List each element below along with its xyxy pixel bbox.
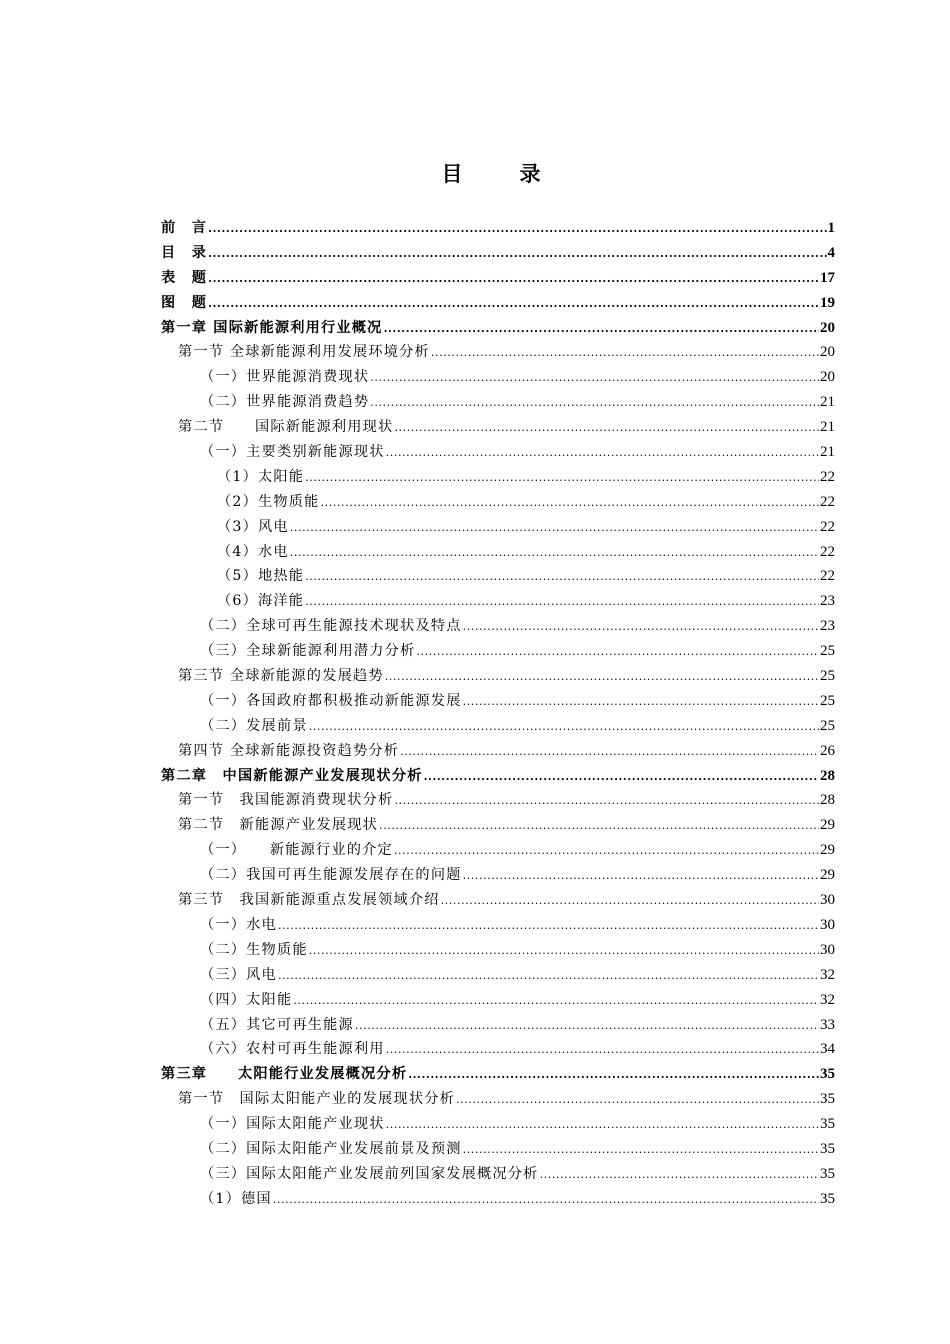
toc-entry-page-number: 35 [820, 1091, 835, 1108]
toc-entry[interactable] [161, 589, 835, 614]
toc-entry[interactable] [161, 689, 835, 714]
dot-leader [386, 1113, 819, 1138]
dot-leader [208, 292, 819, 317]
toc-entry-page-number: 35 [820, 1165, 835, 1182]
toc-entry[interactable] [161, 988, 835, 1013]
toc-entry-page-number: 22 [820, 493, 835, 510]
toc-entry-page-number: 22 [820, 518, 835, 535]
toc-entry[interactable] [161, 515, 835, 540]
dot-leader [463, 864, 819, 889]
toc-entry-page-number: 26 [820, 742, 835, 759]
toc-entry-label: （6）海洋能 [217, 593, 305, 610]
dot-leader [309, 939, 819, 964]
toc-entry-label: （一）主要类别新能源现状 [200, 444, 385, 461]
dot-leader [394, 839, 819, 864]
toc-entry[interactable] [161, 614, 835, 639]
toc-entry-page-number: 28 [820, 792, 835, 809]
toc-entry-page-number: 1 [827, 220, 835, 236]
toc-entry-label: 前 言 [161, 220, 208, 236]
toc-entry-label: 第三章 太阳能行业发展概况分析 [161, 1066, 408, 1083]
toc-entry-page-number: 29 [820, 867, 835, 884]
toc-entry-page-number: 22 [820, 468, 835, 485]
toc-entry-page-number: 29 [820, 842, 835, 859]
toc-entry-label: （一） 新能源行业的介定 [200, 842, 393, 859]
toc-entry-label: （二）我国可再生能源发展存在的问题 [200, 867, 462, 884]
dot-leader [431, 341, 819, 366]
toc-entry-label: 第二章 中国新能源产业发展现状分析 [161, 767, 423, 784]
dot-leader [290, 541, 819, 566]
toc-entry-page-number: 35 [820, 1190, 835, 1207]
toc-entry-page-number: 20 [820, 344, 835, 361]
toc-entry-page-number: 25 [820, 643, 835, 660]
toc-entry-page-number: 21 [820, 444, 835, 461]
toc-entry-page-number: 22 [820, 543, 835, 560]
toc-entry[interactable] [161, 465, 835, 490]
toc-entry-page-number: 35 [820, 1066, 835, 1083]
toc-entry[interactable] [161, 440, 835, 465]
toc-entry[interactable] [161, 1112, 835, 1137]
toc-entry-page-number: 30 [820, 941, 835, 958]
toc-entry-label: （三）风电 [200, 966, 277, 983]
dot-leader [309, 715, 819, 740]
toc-entry-label: （二）世界能源消费趋势 [200, 394, 370, 411]
toc-entry[interactable] [161, 938, 835, 963]
toc-entry-page-number: 35 [820, 1116, 835, 1133]
dot-leader [208, 217, 826, 242]
dot-leader [370, 391, 819, 416]
dot-leader [293, 989, 819, 1014]
toc-entry-label: （5）地热能 [217, 568, 305, 585]
toc-entry[interactable] [161, 241, 835, 266]
toc-entry-page-number: 4 [827, 244, 835, 261]
toc-entry[interactable] [161, 564, 835, 589]
toc-entry-page-number: 21 [820, 394, 835, 411]
toc-entry-page-number: 29 [820, 817, 835, 834]
dot-leader [408, 1063, 819, 1088]
toc-entry-label: （一）各国政府都积极推动新能源发展 [200, 692, 462, 709]
toc-entry[interactable] [161, 639, 835, 664]
dot-leader [208, 242, 826, 267]
toc-entry[interactable] [161, 1062, 835, 1087]
toc-entry-label: （一）国际太阳能产业现状 [200, 1116, 385, 1133]
dot-leader [305, 565, 819, 590]
toc-entry-page-number: 23 [820, 618, 835, 635]
dot-leader [305, 590, 819, 615]
toc-entry-page-number: 17 [820, 269, 835, 286]
dot-leader [384, 317, 819, 342]
toc-entry[interactable] [161, 1162, 835, 1187]
toc-entry[interactable] [161, 913, 835, 938]
toc-entry[interactable] [161, 739, 835, 764]
toc-entry[interactable] [161, 813, 835, 838]
toc-entry-label: （二）国际太阳能产业发展前景及预测 [200, 1140, 462, 1157]
toc-entry-label: 目 录 [161, 244, 208, 261]
toc-entry-label: （四）太阳能 [200, 991, 293, 1008]
toc-entry[interactable] [161, 788, 835, 813]
toc-entry-page-number: 22 [820, 568, 835, 585]
toc-entry-label: （二）全球可再生能源技术现状及特点 [200, 618, 462, 635]
toc-entry[interactable] [161, 390, 835, 415]
toc-entry-label: 图 题 [161, 294, 208, 311]
toc-entry-label: 第一节 国际太阳能产业的发展现状分析 [178, 1091, 455, 1108]
toc-entry-label: （六）农村可再生能源利用 [200, 1041, 385, 1058]
toc-entry[interactable] [161, 838, 835, 863]
toc-entry-label: （三）国际太阳能产业发展前列国家发展概况分析 [200, 1165, 539, 1182]
dot-leader [416, 640, 819, 665]
toc-entry[interactable] [161, 888, 835, 913]
toc-entry-page-number: 34 [820, 1041, 835, 1058]
toc-entry[interactable] [161, 490, 835, 515]
toc-entry-label: （1）德国 [200, 1190, 272, 1207]
toc-entry[interactable] [161, 963, 835, 988]
dot-leader [400, 740, 819, 765]
dot-leader [463, 1138, 819, 1163]
toc-entry-label: 第三节 全球新能源的发展趋势 [178, 668, 384, 685]
dot-leader [305, 466, 819, 491]
toc-entry[interactable] [161, 340, 835, 365]
dot-leader [321, 491, 819, 516]
toc-entry[interactable] [161, 216, 835, 241]
toc-entry-page-number: 21 [820, 419, 835, 436]
dot-leader [463, 615, 819, 640]
page-title: 目 录 [441, 161, 559, 186]
toc-entry[interactable] [161, 365, 835, 390]
dot-leader [463, 690, 819, 715]
toc-entry[interactable] [161, 540, 835, 565]
toc-entry-page-number: 25 [820, 717, 835, 734]
toc-entry-label: 第二节 国际新能源利用现状 [178, 419, 394, 436]
toc-entry-label: （三）全球新能源利用潜力分析 [200, 643, 416, 660]
toc-entry-page-number: 20 [820, 369, 835, 386]
table-of-contents [161, 216, 835, 1212]
dot-leader [278, 964, 819, 989]
dot-leader [278, 914, 819, 939]
toc-entry-label: （3）风电 [217, 518, 289, 535]
toc-entry-label: 表 题 [161, 269, 208, 286]
toc-entry-page-number: 32 [820, 966, 835, 983]
toc-entry-page-number: 35 [820, 1140, 835, 1157]
toc-entry-label: （2）生物质能 [217, 493, 320, 510]
toc-entry[interactable] [161, 1013, 835, 1038]
toc-entry[interactable] [161, 714, 835, 739]
dot-leader [370, 366, 819, 391]
toc-entry[interactable] [161, 1187, 835, 1212]
toc-entry-page-number: 20 [820, 319, 835, 336]
toc-entry-label: 第四节 全球新能源投资趋势分析 [178, 742, 400, 759]
toc-entry-page-number: 23 [820, 593, 835, 610]
toc-entry[interactable] [161, 415, 835, 440]
toc-entry-label: 第一节 全球新能源利用发展环境分析 [178, 344, 430, 361]
dot-leader [441, 889, 819, 914]
dot-leader [386, 441, 819, 466]
dot-leader [273, 1188, 819, 1213]
toc-entry-label: （二）发展前景 [200, 717, 308, 734]
toc-entry[interactable] [161, 316, 835, 341]
toc-entry-page-number: 25 [820, 668, 835, 685]
toc-entry-label: 第一章 国际新能源利用行业概况 [161, 319, 383, 336]
toc-entry-label: （4）水电 [217, 543, 289, 560]
dot-leader [540, 1163, 819, 1188]
toc-entry-page-number: 25 [820, 692, 835, 709]
dot-leader [394, 789, 819, 814]
toc-entry-label: 第一节 我国能源消费现状分析 [178, 792, 394, 809]
toc-entry-page-number: 30 [820, 892, 835, 909]
dot-leader [456, 1088, 819, 1113]
dot-leader [355, 1014, 819, 1039]
toc-entry-label: 第二节 新能源产业发展现状 [178, 817, 379, 834]
toc-entry[interactable] [161, 1137, 835, 1162]
toc-entry[interactable] [161, 291, 835, 316]
toc-entry[interactable] [161, 863, 835, 888]
toc-entry-label: （二）生物质能 [200, 941, 308, 958]
dot-leader [386, 1038, 819, 1063]
toc-entry[interactable] [161, 1037, 835, 1062]
dot-leader [290, 516, 819, 541]
toc-entry-page-number: 32 [820, 991, 835, 1008]
dot-leader [208, 267, 819, 292]
toc-entry-page-number: 28 [820, 767, 835, 784]
toc-entry-label: 第三节 我国新能源重点发展领域介绍 [178, 892, 440, 909]
toc-entry[interactable] [161, 664, 835, 689]
toc-entry-page-number: 19 [820, 294, 835, 311]
dot-leader [379, 814, 819, 839]
toc-entry-label: （一）世界能源消费现状 [200, 369, 370, 386]
dot-leader [394, 416, 819, 441]
toc-entry[interactable] [161, 266, 835, 291]
toc-entry-page-number: 33 [820, 1016, 835, 1033]
toc-entry-label: （1）太阳能 [217, 468, 305, 485]
toc-entry-label: （一）水电 [200, 916, 277, 933]
toc-entry-page-number: 30 [820, 916, 835, 933]
toc-entry[interactable] [161, 764, 835, 789]
toc-entry-label: （五）其它可再生能源 [200, 1016, 354, 1033]
toc-entry[interactable] [161, 1087, 835, 1112]
dot-leader [385, 665, 819, 690]
dot-leader [424, 765, 819, 790]
